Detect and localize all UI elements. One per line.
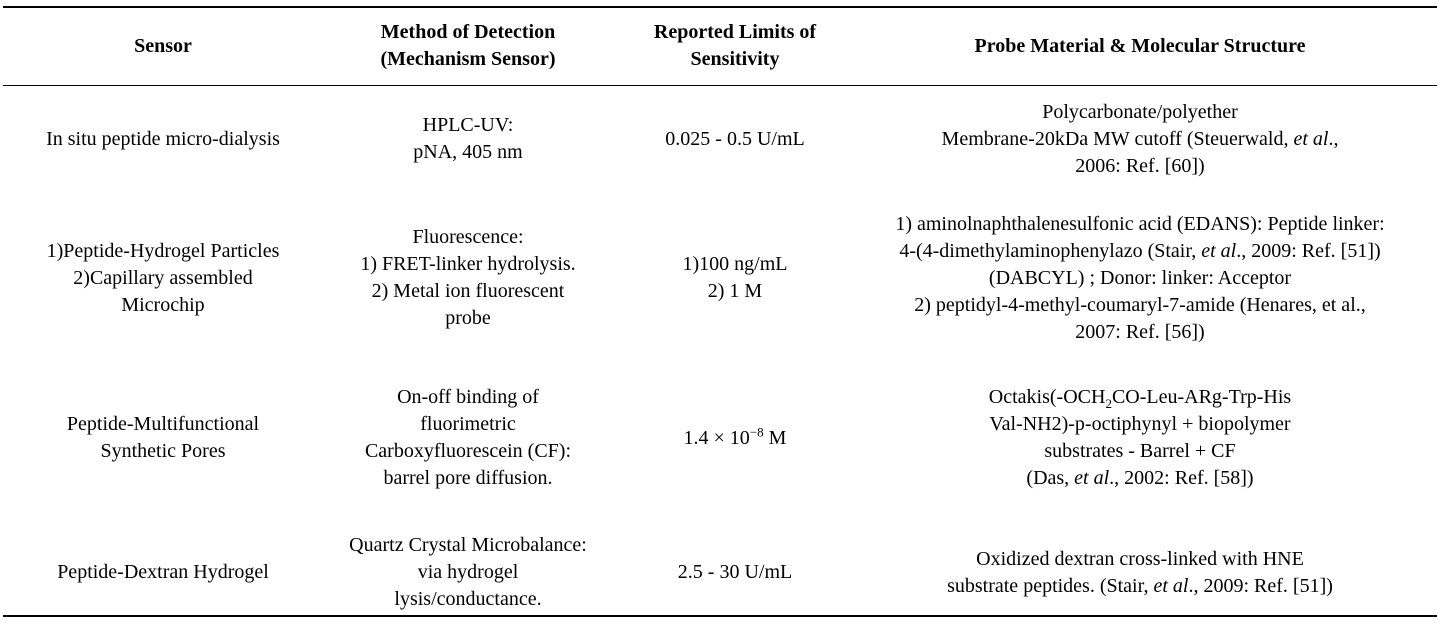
row4-probe: Oxidized dextran cross-linked with HNE substrate peptides. (Stair, et al., 2009: Ref. [51]) (840, 530, 1440, 615)
row3-probe-line4: (Das, et al., 2002: Ref. [58]) (1026, 467, 1254, 489)
row1-method: HPLC-UV: pNA, 405 nm (413, 114, 523, 163)
row1-probe: Polycarbonate/polyether Membrane-20kDa MW cutoff (Steuerwald, et al., 2006: Ref. [60]) (941, 100, 1339, 177)
row2-probe: 1) aminolnaphthalenesulfonic acid (EDANS): Peptide linker: 4-(4-dimethylaminophenylazo (Stair, et al., 2009: Ref. [51]) (DABCYL) ; Donor: linker: Acceptor 2) peptidyl-4-methyl-coumaryl-7-amide (Henares, et al., 2007: Ref. [56]) (895, 212, 1385, 343)
table-top-rule (3, 6, 1437, 8)
row4-sensor: Peptide-Dextran Hydrogel (57, 561, 269, 583)
row4-probe-line2: substrate peptides. (Stair, et al., 2009: Ref. [51]) (947, 574, 1333, 597)
row4-method: Quartz Crystal Microbalance: via hydrogel lysis/conductance. (349, 534, 587, 610)
row3-limits-value: $1.4 \times 10^{-8}$ M (683, 423, 787, 449)
row2-method: Fluorescence: 1) FRET-linker hydrolysis. 2) Metal ion fluorescent probe (360, 226, 576, 329)
table-header-rule (3, 85, 1437, 86)
header-method: Method of Detection (Mechanism Sensor) (380, 21, 556, 70)
row2-probe-line2: 4-(4-dimethylaminophenylazo (Stair, et al., 2009: Ref. [51]) (899, 239, 1381, 262)
row3-sensor: Peptide-Multifunctional Synthetic Pores (66, 413, 260, 462)
header-probe: Probe Material & Molecular Structure (974, 34, 1306, 57)
row1-sensor: In situ peptide micro-dialysis (46, 127, 280, 150)
row4-limits: 2.5 - 30 U/mL (677, 561, 793, 583)
row2-sensor: 1)Peptide-Hydrogel Particles 2)Capillary assembled Microchip (46, 239, 280, 316)
row2-limits: 1)100 ng/mL 2) 1 M (682, 253, 788, 302)
row1-limits: 0.025 - 0.5 U/mL (665, 127, 805, 150)
row1-probe-line2: Membrane-20kDa MW cutoff (Steuerwald, et al., (941, 127, 1339, 150)
row3-probe-line1: $Octakis(-OCH_2CO-Leu-ARg-Trp$-His (988, 386, 1292, 411)
header-sensor: Sensor (134, 34, 192, 57)
table-bottom-rule (3, 615, 1437, 617)
header-limits: Reported Limits of Sensitivity (653, 21, 817, 70)
row3-limits (630, 381, 840, 495)
row3-method: On-off binding of fluorimetric Carboxyfluorescein (CF): barrel pore diffusion. (364, 386, 572, 489)
row3-probe: $Octakis(-OCH_2CO-Leu-ARg-Trp$-His Val-NH2)-p-octiphynyl + biopolymer substrates - Barrel + CF (Das, et al., 2002: Ref. [58]) (840, 381, 1440, 495)
